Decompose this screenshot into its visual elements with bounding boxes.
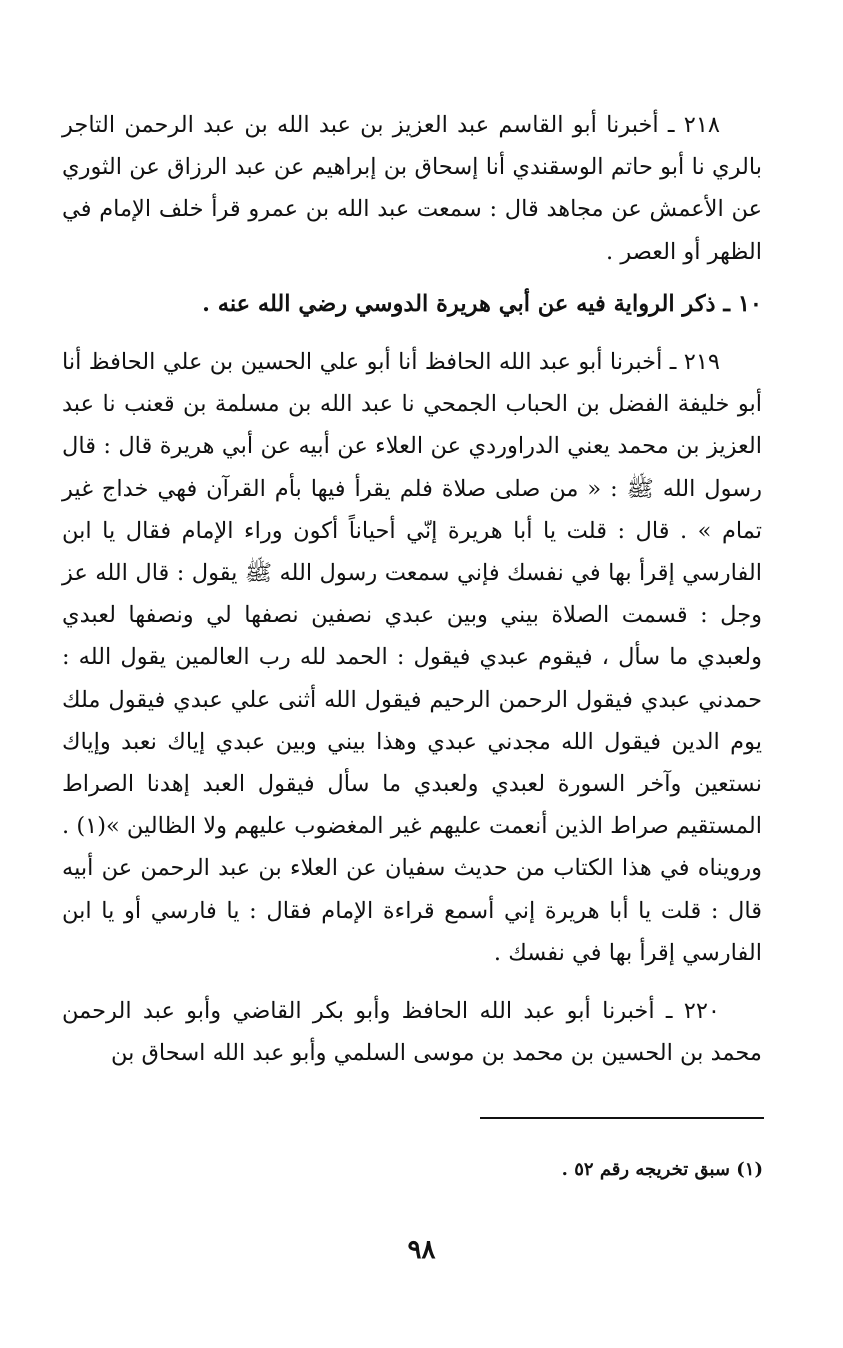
hadith-220-paragraph: ٢٢٠ ـ أخبرنا أبو عبد الله الحافظ وأبو بكر القاضي وأبو عبد الرحمن محمد بن الحسين بن محمد بن موسى السلمي وأبو عبد الله اسحاق بن [62, 998, 762, 1067]
main-text [62, 104, 762, 1074]
page-number: ٩٨ [407, 1235, 436, 1265]
hadith-218-paragraph: ٢١٨ ـ أخبرنا أبو القاسم عبد العزيز بن عبد الله بن عبد الرحمن التاجر بالري نا أبو حاتم الوسقندي أنا إسحاق بن إبراهيم عن عبد الرزاق عن الثوري عن الأعمش عن مجاهد قال : سمعت عبد الله بن عمرو قرأ خلف الإمام في الظهر أو العصر . [62, 112, 762, 265]
footnote-divider [480, 1117, 764, 1119]
section-heading: ١٠ ـ ذكر الرواية فيه عن أبي هريرة الدوسي رضي الله عنه . [202, 290, 762, 317]
footnote: (١) سبق تخريجه رقم ٥٢ . [561, 1159, 763, 1180]
hadith-219-paragraph: ٢١٩ ـ أخبرنا أبو عبد الله الحافظ أنا أبو علي الحسين بن علي الحافظ أنا أبو خليفة الفضل بن الحباب الجمحي نا عبد الله بن مسلمة بن قعنب نا عبد العزيز بن محمد يعني الدراوردي عن العلاء عن أبيه عن أبي هريرة قال : قال رسول الله ﷺ : « من صلى صلاة فلم يقرأ فيها بأم القرآن فهي خداج غير تمام » . قال : قلت يا أبا هريرة إنّي أحياناً أكون وراء الإمام فقال يا ابن الفارسي إقرأ بها في نفسك فإني سمعت رسول الله ﷺ يقول : قال الله عز وجل : قسمت الصلاة بيني وبين عبدي نصفين نصفها لي ونصفها لعبدي ولعبدي ما سأل ، فيقوم عبدي فيقول : الحمد لله رب العالمين يقول الله : حمدني عبدي فيقول الرحمن الرحيم فيقول الله أثنى علي عبدي فيقول ملك يوم الدين فيقول الله مجدني عبدي وهذا بيني وبين عبدي إياك نعبد وإياك نستعين وآخر السورة لعبدي ولعبدي ما سأل فيقول العبد إهدنا الصراط المستقيم صراط الذين أنعمت عليهم غير المغضوب عليهم ولا الظالين »(١) . ورويناه في هذا الكتاب من حديث سفيان عن العلاء بن عبد الرحمن عن أبيه قال : قلت يا أبا هريرة إني أسمع قراءة الإمام فقال : يا فارسي أو يا ابن الفارسي إقرأ بها في نفسك . [62, 349, 762, 966]
